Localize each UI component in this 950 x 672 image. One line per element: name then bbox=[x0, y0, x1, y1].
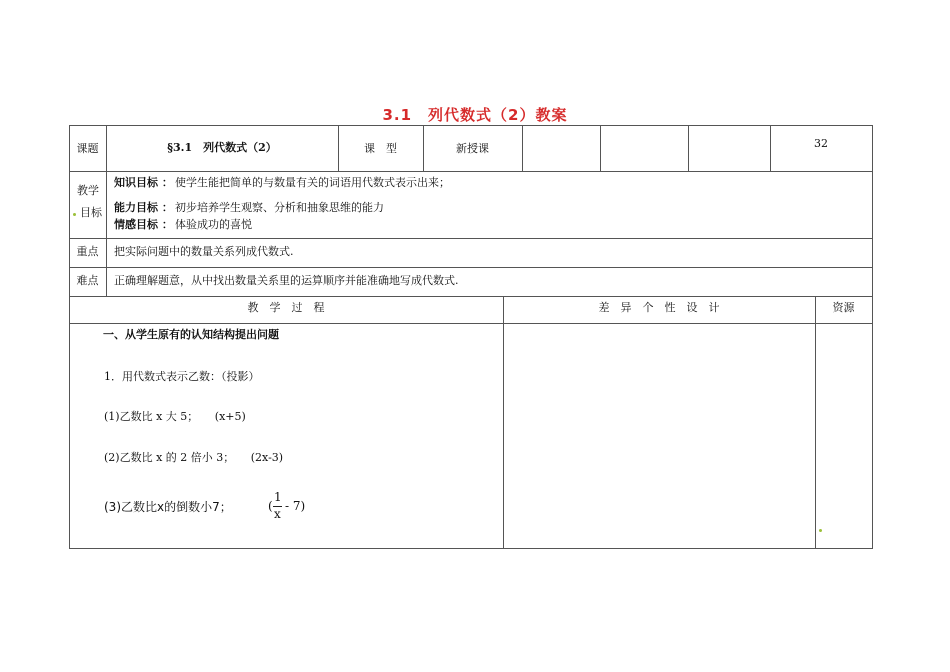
sub-item-2: (2)乙数比 x 的 2 倍小 3； (2x-3) bbox=[104, 451, 284, 464]
key-point-label: 重点 bbox=[76, 245, 99, 258]
knowledge-goal-text: 使学生能把简单的与数量有关的词语用代数式表示出来； bbox=[175, 176, 450, 189]
process-column-header: 教 学 过 程 bbox=[247, 301, 325, 314]
table-rule bbox=[69, 323, 873, 324]
table-rule bbox=[69, 296, 873, 297]
topic-value: §3.1 列代数式（2） bbox=[167, 141, 277, 154]
ability-goal-label: 能力目标 ： bbox=[114, 201, 173, 214]
table-border-right bbox=[872, 125, 873, 549]
emotion-goal-label: 情感目标 ： bbox=[114, 218, 173, 231]
table-rule bbox=[503, 296, 504, 549]
topic-label: 课题 bbox=[76, 142, 99, 155]
table-rule bbox=[522, 125, 523, 171]
section-heading: 一、从学生原有的认知结构提出问题 bbox=[103, 328, 279, 341]
type-value: 新授课 bbox=[456, 142, 489, 155]
fraction-denominator: x bbox=[274, 507, 281, 521]
item-1: 1．用代数式表示乙数：（投影） bbox=[104, 370, 260, 383]
green-mark bbox=[819, 529, 822, 532]
lesson-number: 32 bbox=[814, 137, 828, 150]
table-border-left bbox=[69, 125, 70, 549]
sub-item-3: (3)乙数比x的倒数小7； bbox=[104, 500, 232, 514]
fraction-open-paren: ( bbox=[268, 499, 273, 513]
knowledge-goal-label: 知识目标 ： bbox=[114, 176, 173, 189]
table-rule bbox=[688, 125, 689, 171]
sub-item-1: (1)乙数比 x 大 5； (x+5) bbox=[104, 410, 246, 423]
green-mark bbox=[73, 213, 76, 216]
table-rule bbox=[69, 238, 873, 239]
goals-label: 目标 bbox=[80, 206, 102, 219]
key-point-text: 把实际问题中的数量关系列成代数式. bbox=[114, 245, 294, 258]
document-title: 3.1 列代数式（2）教案 bbox=[382, 106, 568, 124]
type-label: 课 型 bbox=[364, 142, 397, 155]
table-border-top bbox=[69, 125, 873, 126]
table-rule bbox=[69, 171, 873, 172]
resource-column-header: 资源 bbox=[832, 301, 855, 314]
fraction-numerator: 1 bbox=[274, 490, 282, 504]
table-rule bbox=[69, 267, 873, 268]
table-border-bottom bbox=[69, 548, 873, 549]
table-rule bbox=[815, 296, 816, 549]
ability-goal-text: 初步培养学生观察、分析和抽象思维的能力 bbox=[175, 201, 384, 214]
fraction-rest: - 7) bbox=[285, 499, 306, 513]
design-column-header: 差 异 个 性 设 计 bbox=[598, 301, 720, 314]
difficulty-label: 难点 bbox=[76, 274, 99, 287]
emotion-goal-text: 体验成功的喜悦 bbox=[175, 218, 252, 231]
goals-label: 教学 bbox=[77, 184, 99, 197]
table-rule bbox=[600, 125, 601, 171]
difficulty-text: 正确理解题意，从中找出数量关系里的运算顺序并能准确地写成代数式. bbox=[114, 274, 459, 287]
